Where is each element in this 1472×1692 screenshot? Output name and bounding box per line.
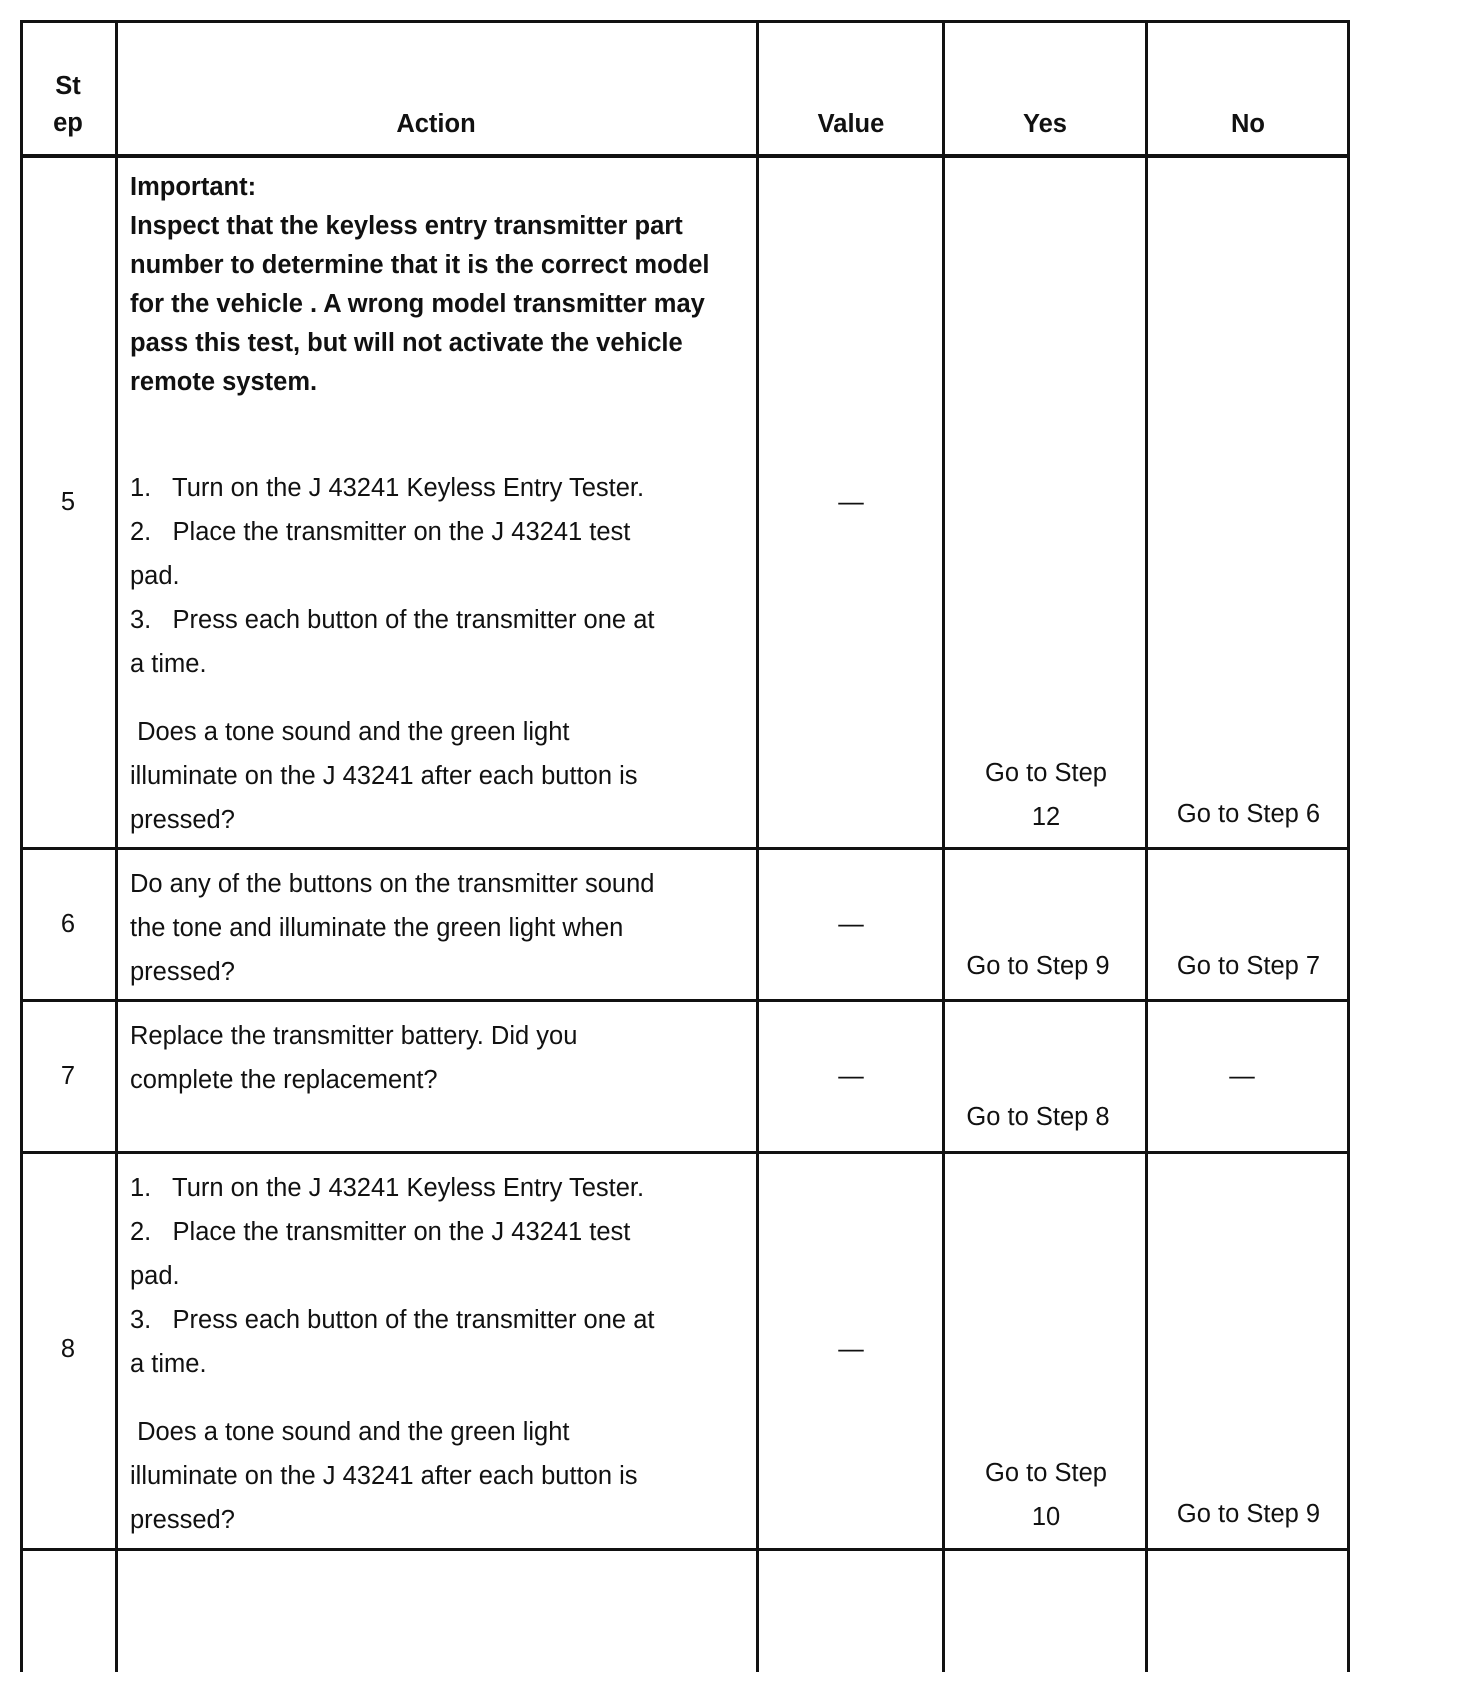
no-link-6[interactable]: Go to Step 7 — [1176, 952, 1321, 980]
header-no: No — [1231, 110, 1265, 138]
row-divider-5 — [20, 847, 1350, 850]
action-6: Do any of the buttons on the transmitter sound the tone and illuminate the green light when pressed? — [130, 870, 655, 986]
value-8: — — [838, 1335, 864, 1363]
header-value: Value — [817, 110, 885, 138]
yes-link-6[interactable]: Go to Step 9 — [966, 952, 1110, 980]
important-title: Important: — [130, 173, 257, 201]
step-number-8: 8 — [60, 1335, 76, 1363]
column-divider-yes — [1145, 20, 1148, 1672]
question-5: Does a tone sound and the green light illuminate on the J 43241 after each button is pressed? — [130, 718, 638, 834]
no-link-5[interactable]: Go to Step 6 — [1176, 800, 1321, 828]
header-yes: Yes — [1023, 110, 1067, 138]
row-divider-7 — [20, 1151, 1350, 1154]
column-divider-step — [115, 20, 118, 1672]
header-divider — [20, 154, 1350, 158]
no-value-7: — — [1229, 1062, 1255, 1090]
procedure-steps-5: 1. Turn on the J 43241 Keyless Entry Tester. 2. Place the transmitter on the J 43241 test pad. 3. Press each button of the transmitter one at a time. — [130, 474, 655, 678]
diagnostic-table — [20, 20, 1452, 1672]
column-divider-value — [942, 20, 945, 1672]
row-divider-6 — [20, 999, 1350, 1002]
step-number-7: 7 — [60, 1062, 76, 1090]
value-7: — — [838, 1062, 864, 1090]
header-action: Action — [396, 110, 476, 138]
no-link-8[interactable]: Go to Step 9 — [1176, 1500, 1321, 1528]
yes-link-8[interactable]: Go to Step 10 — [985, 1459, 1107, 1531]
table-border-left — [20, 20, 23, 1672]
table-border-top — [20, 20, 1350, 23]
yes-link-7[interactable]: Go to Step 8 — [966, 1103, 1110, 1131]
value-6: — — [838, 910, 864, 938]
procedure-steps-8: 1. Turn on the J 43241 Keyless Entry Tester. 2. Place the transmitter on the J 43241 test pad. 3. Press each button of the transmitter one at a time. — [130, 1174, 655, 1378]
table-border-bottom — [20, 1548, 1350, 1551]
column-divider-action — [756, 20, 759, 1672]
step-number-6: 6 — [60, 910, 76, 938]
important-note: Inspect that the keyless entry transmitter part number to determine that it is the correct model for the vehicle . A wrong model transmitter may pass this test, but will not activate the vehicle remote system. — [130, 212, 710, 396]
yes-link-5[interactable]: Go to Step 12 — [985, 759, 1107, 831]
header-step: St ep — [53, 72, 83, 137]
question-8: Does a tone sound and the green light illuminate on the J 43241 after each button is pressed? — [130, 1418, 638, 1534]
table-border-right — [1347, 20, 1350, 1672]
action-7: Replace the transmitter battery. Did you complete the replacement? — [130, 1022, 578, 1094]
step-number-5: 5 — [60, 488, 76, 516]
value-5: — — [838, 488, 864, 516]
